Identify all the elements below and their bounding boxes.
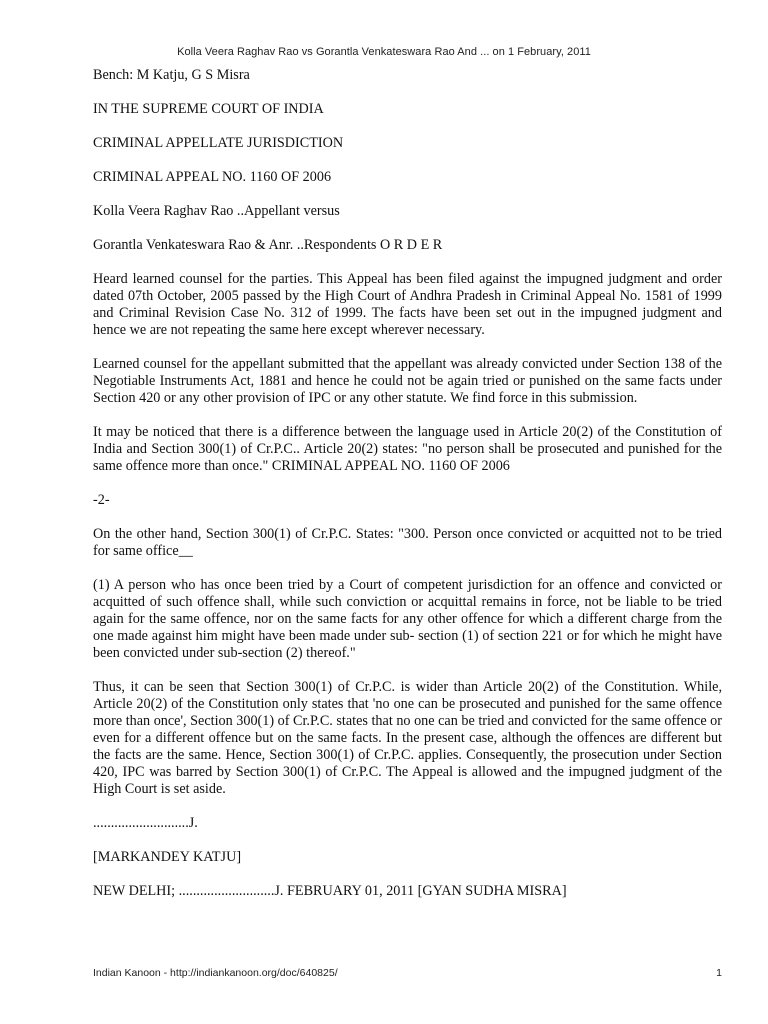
court-name: IN THE SUPREME COURT OF INDIA — [93, 101, 324, 117]
judge-name-1: [MARKANDEY KATJU] — [93, 849, 242, 865]
signature-line-1: ...........................J. — [93, 815, 198, 831]
page-marker: -2- — [93, 492, 110, 508]
bench-line: Bench: M Katju, G S Misra — [93, 67, 250, 83]
running-header: Kolla Veera Raghav Rao vs Gorantla Venkateswara Rao And ... on 1 February, 2011 — [177, 46, 591, 58]
signature-date-line: NEW DELHI; ...........................J. FEBRUARY 01, 2011 [GYAN SUDHA MISRA] — [93, 883, 567, 899]
paragraph-section-300: On the other hand, Section 300(1) of Cr.P.C. States: "300. Person once convicted or acquitted not to be tried for same office__ — [93, 526, 722, 559]
appellant-line: Kolla Veera Raghav Rao ..Appellant versus — [93, 203, 340, 219]
jurisdiction-line: CRIMINAL APPELLATE JURISDICTION — [93, 135, 344, 151]
respondents-line: Gorantla Venkateswara Rao & Anr. ..Respondents O R D E R — [93, 237, 443, 253]
document-body — [93, 67, 722, 917]
paragraph-conclusion: Thus, it can be seen that Section 300(1) of Cr.P.C. is wider than Article 20(2) of the Constitution. While, Article 20(2) of the Constitution only states that 'no one can be prosecuted and punished for the same offence more than once', Section 300(1) of Cr.P.C. states that no one can be tried and convicted for the same offence or even for a different offence but on the same facts. In the present case, although the offences are different but the facts are the same. Hence, Section 300(1) of Cr.P.C. applies. Consequently, the prosecution under Section 420, IPC was barred by Section 300(1) of Cr.P.C. The Appeal is allowed and the impugned judgment of the High Court is set aside. — [93, 679, 722, 797]
paragraph-section-300-text: (1) A person who has once been tried by a Court of competent jurisdiction for an offence and convicted or acquitted of such offence shall, while such conviction or acquittal remains in force, not be liable to be tried again for the same offence, nor on the same facts for any other offence for which a different charge from the one made against him might have been made under sub- section (1) of section 221 or for which he might have been convicted under sub-section (2) thereof." — [93, 577, 722, 661]
paragraph-article-20: It may be noticed that there is a difference between the language used in Article 20(2) of the Constitution of India and Section 300(1) of Cr.P.C.. Article 20(2) states: "no person shall be prosecuted and punished for the same offence more than once." CRIMINAL APPEAL NO. 1160 OF 2006 — [93, 424, 722, 474]
page-number: 1 — [716, 967, 722, 979]
paragraph-heard-counsel: Heard learned counsel for the parties. This Appeal has been filed against the impugned judgment and order dated 07th October, 2005 passed by the High Court of Andhra Pradesh in Criminal Appeal No. 1581 of 1999 and Criminal Revision Case No. 312 of 1999. The facts have been set out in the impugned judgment and hence we are not repeating the same here except wherever necessary. — [93, 271, 722, 338]
case-number: CRIMINAL APPEAL NO. 1160 OF 2006 — [93, 169, 332, 185]
paragraph-appellant-submission: Learned counsel for the appellant submitted that the appellant was already convicted under Section 138 of the Negotiable Instruments Act, 1881 and hence he could not be again tried or punished on the same facts under Section 420 or any other provision of IPC or any other statute. We find force in this submission. — [93, 356, 722, 406]
running-footer — [93, 967, 722, 979]
footer-source-link[interactable]: Indian Kanoon - http://indiankanoon.org/doc/640825/ — [93, 967, 338, 979]
